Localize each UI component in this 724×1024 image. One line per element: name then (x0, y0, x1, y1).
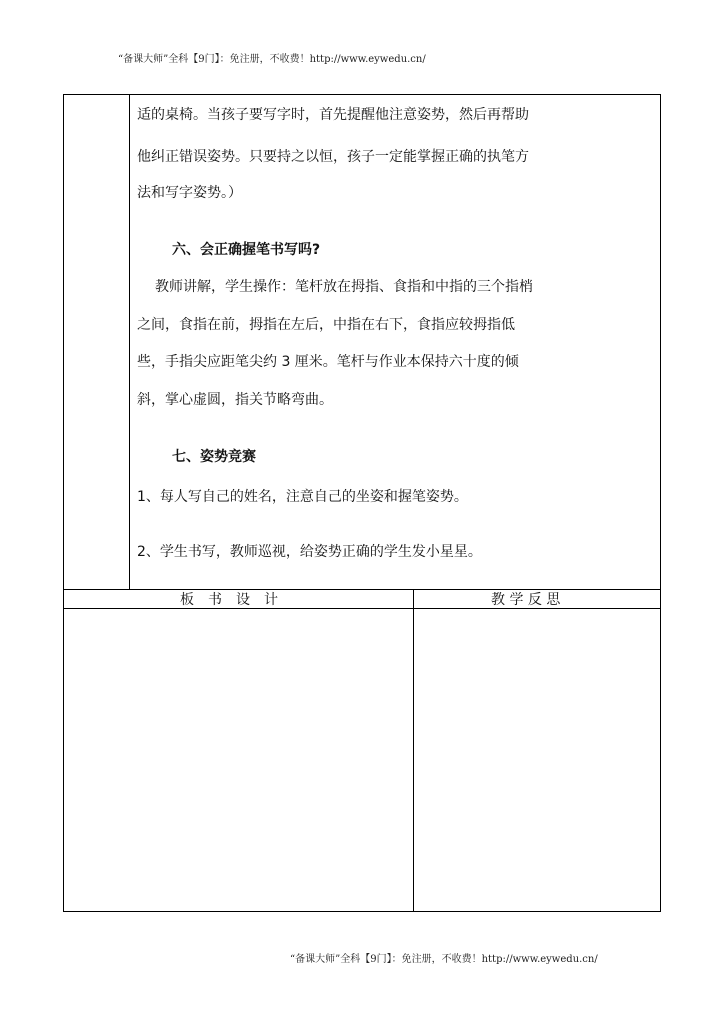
section6-line-1: 教师讲解，学生操作：笔杆放在拇指、食指和中指的三个指梢 (155, 279, 533, 295)
section6-heading: 六、会正确握笔书写吗? (172, 242, 321, 258)
label-column-divider (129, 94, 130, 590)
table-border-top (63, 94, 661, 95)
header-note: “备课大师”全科【9门】：免注册，不收费！http://www.eywedu.cn/ (118, 54, 426, 65)
section6-line-2: 之间，食指在前，拇指在左后，中指在右下，食指应较拇指低 (137, 317, 515, 333)
board-design-heading: 板 书 设 计 (180, 592, 278, 608)
section7-heading: 七、姿势竞赛 (172, 449, 256, 465)
section7-item-2: 2、学生书写，教师巡视，给姿势正确的学生发小星星。 (137, 544, 482, 560)
teaching-reflection-heading: 教 学 反 思 (491, 592, 561, 608)
section6-line-3: 些，手指尖应距笔尖约 3 厘米。笔杆与作业本保持六十度的倾 (137, 354, 519, 370)
section7-item-1: 1、每人写自己的姓名，注意自己的坐姿和握笔姿势。 (137, 489, 468, 505)
table-border-right (660, 94, 661, 912)
table-border-bottom (63, 911, 661, 912)
board-design-cell (64, 609, 413, 911)
lesson-line-1: 适的桌椅。当孩子要写字时，首先提醒他注意姿势，然后再帮助 (137, 107, 529, 123)
lesson-line-2: 他纠正错误姿势。只要持之以恒，孩子一定能掌握正确的执笔方 (137, 149, 529, 165)
lesson-line-3: 法和写字姿势。） (137, 185, 242, 201)
header-row-top (63, 589, 661, 590)
teaching-reflection-cell (414, 609, 660, 911)
footer-note: “备课大师”全科【9门】：免注册，不收费！http://www.eywedu.cn/ (290, 954, 598, 965)
section6-line-4: 斜，掌心虚圆，指关节略弯曲。 (137, 392, 333, 408)
